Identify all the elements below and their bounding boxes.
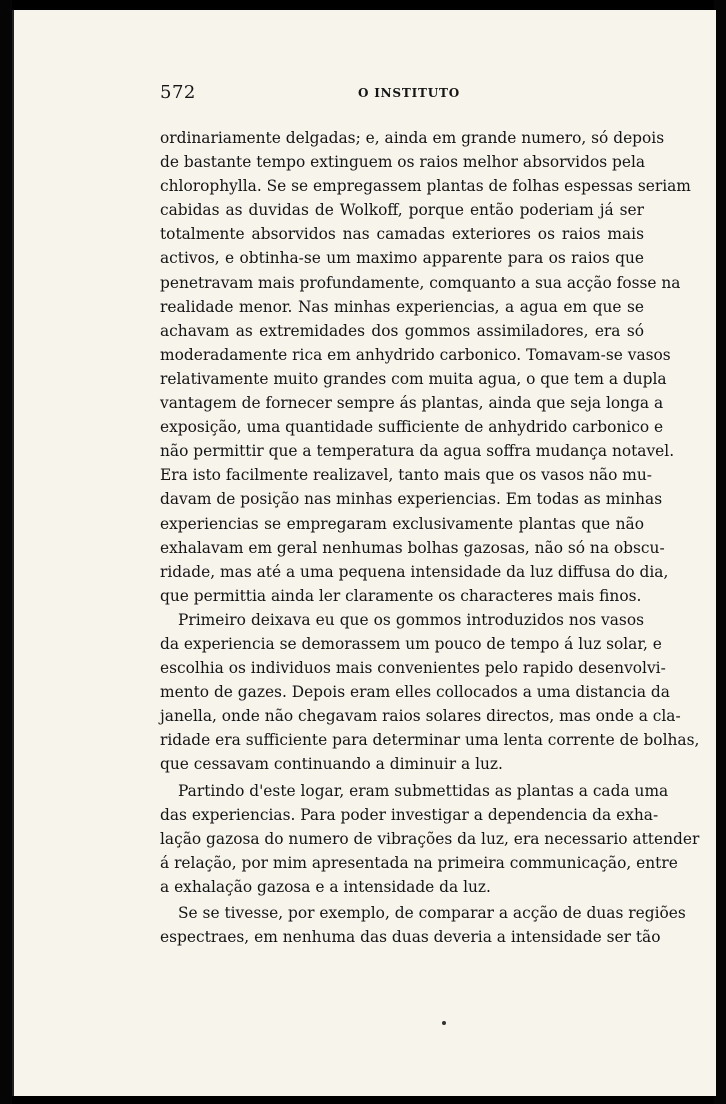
text-line: experiencias se empregaram exclusivamente plantas que não [160, 514, 644, 533]
running-title: O INSTITUTO [358, 86, 460, 100]
text-line: que permittia ainda ler claramente os characteres mais finos. [160, 586, 642, 605]
text-line: Era isto facilmente realizavel, tanto mais que os vasos não mu- [160, 466, 652, 485]
text-line: totalmente absorvidos nas camadas exteriores os raios mais [160, 225, 644, 244]
text-line: ridade era sufficiente para determinar uma lenta corrente de bolhas, [160, 731, 700, 750]
text-line: Partindo d'este logar, eram submettidas as plantas a cada uma [178, 781, 669, 800]
text-line: ordinariamente delgadas; e, ainda em grande numero, só depois [160, 129, 665, 147]
text-line: que cessavam continuando a diminuir a luz. [160, 755, 503, 774]
paragraph [160, 901, 686, 949]
text-line: activos, e obtinha-se um maximo apparente para os raios que [160, 249, 644, 268]
text-line: não permittir que a temperatura da agua soffra mudança notavel. [160, 442, 675, 461]
scan-border-left [0, 0, 12, 1104]
page-header [160, 82, 640, 108]
text-line: ridade, mas até a uma pequena intensidade da luz diffusa do dia, [160, 562, 669, 581]
text-line: achavam as extremidades dos gommos assimiladores, era só [160, 321, 644, 340]
text-line: penetravam mais profundamente, comquanto a sua acção fosse na [160, 273, 681, 292]
text-line: exhalavam em geral nenhumas bolhas gazosas, não só na obscu- [160, 538, 665, 557]
text-line: escolhia os individuos mais convenientes pelo rapido desenvolvi- [160, 659, 666, 678]
text-line: cabidas as duvidas de Wolkoff, porque então poderiam já ser [160, 201, 644, 220]
text-line: relativamente muito grandes com muita agua, o que tem a dupla [160, 369, 667, 388]
paragraph [160, 779, 700, 899]
text-line: vantagem de fornecer sempre ás plantas, ainda que seja longa a [160, 394, 664, 413]
page-number: 572 [160, 82, 196, 103]
text-line: mento de gazes. Depois eram elles collocados a uma distancia da [160, 683, 670, 702]
ink-dot [442, 1021, 446, 1025]
text-line: a exhalação gazosa e a intensidade da luz. [160, 877, 491, 896]
paragraph [160, 608, 700, 777]
text-line: davam de posição nas minhas experiencias. Em todas as minhas [160, 490, 663, 509]
text-line: Se se tivesse, por exemplo, de comparar a acção de duas regiões [178, 904, 686, 922]
text-line: Primeiro deixava eu que os gommos introduzidos nos vasos [178, 610, 644, 629]
text-line: moderadamente rica em anhydrido carbonico. Tomavam-se vasos [160, 345, 671, 364]
text-line: lação gazosa do numero de vibrações da luz, era necessario attender [160, 829, 700, 848]
text-line: da experiencia se demorassem um pouco de tempo á luz solar, e [160, 634, 662, 653]
text-line: chlorophylla. Se se empregassem plantas de folhas espessas seriam [160, 177, 691, 196]
body-text [160, 126, 700, 949]
text-line: de bastante tempo extinguem os raios melhor absorvidos pela [160, 153, 646, 172]
text-line: realidade menor. Nas minhas experiencias, a agua em que se [160, 297, 644, 316]
text-line: exposição, uma quantidade sufficiente de anhydrido carbonico e [160, 418, 664, 437]
paragraph [160, 126, 691, 608]
text-line: das experiencias. Para poder investigar a dependencia da exha- [160, 805, 659, 824]
text-line: á relação, por mim apresentada na primeira communicação, entre [160, 853, 678, 872]
text-line: espectraes, em nenhuma das duas deveria a intensidade ser tão [160, 928, 661, 947]
text-line: janella, onde não chegavam raios solares directos, mas onde a cla- [160, 707, 681, 726]
